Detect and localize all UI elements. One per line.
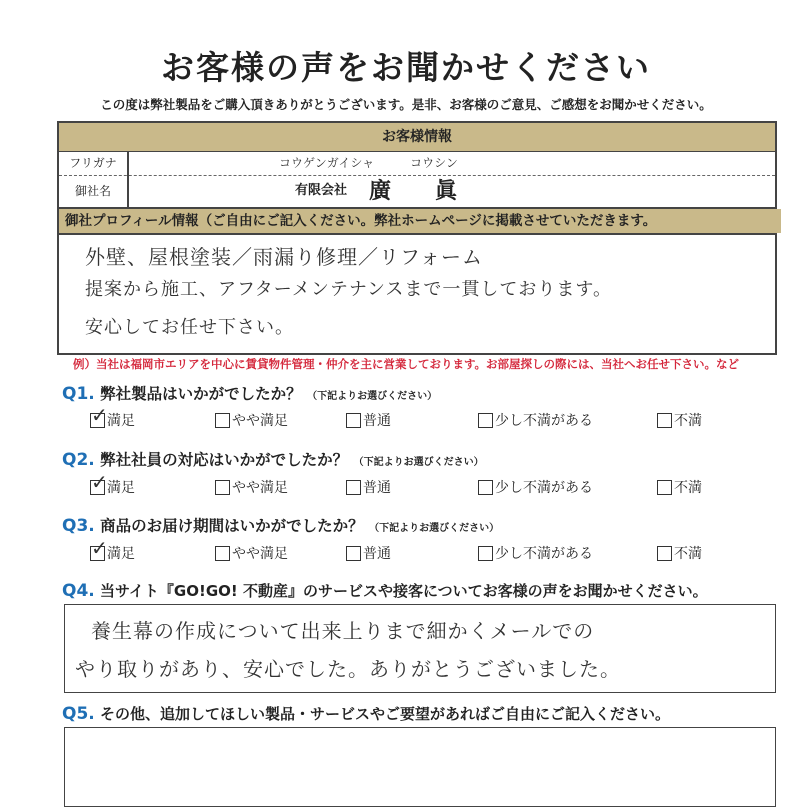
checkbox[interactable] bbox=[346, 546, 361, 561]
option-somewhat-satisfied[interactable]: やや満足 bbox=[215, 477, 288, 497]
answer-line: 養生幕の作成について出来上りまで細かくメールでの bbox=[91, 619, 595, 643]
checkbox[interactable] bbox=[478, 480, 493, 495]
option-somewhat-dissatisfied[interactable]: 少し不満がある bbox=[478, 543, 593, 563]
checkbox[interactable] bbox=[657, 413, 672, 428]
question-number: Q2. bbox=[62, 450, 95, 470]
option-neutral[interactable]: 普通 bbox=[346, 477, 391, 497]
question-note: （下記よりお選びください） bbox=[369, 523, 500, 534]
option-somewhat-satisfied[interactable]: やや満足 bbox=[215, 410, 288, 430]
checkbox[interactable] bbox=[478, 413, 493, 428]
company-label: 御社名 bbox=[74, 184, 111, 198]
company-prefix: 有限会社 bbox=[295, 183, 348, 198]
option-satisfied[interactable]: ✓ 満足 bbox=[91, 402, 135, 429]
example-text: 例）当社は福岡市エリアを中心に賃貸物件管理・仲介を主に営業しております。お部屋探しの際には、当社へお任せ下さい。など bbox=[72, 357, 740, 371]
question-number: Q3. bbox=[62, 516, 95, 536]
question-number: Q5. bbox=[62, 704, 95, 724]
question-note: （下記よりお選びください） bbox=[353, 457, 484, 468]
checkbox[interactable] bbox=[478, 546, 493, 561]
label-column-divider bbox=[127, 151, 129, 207]
answer-line: やり取りがあり、安心でした。ありがとうございました。 bbox=[75, 657, 621, 681]
question-5 bbox=[62, 703, 670, 724]
checkbox[interactable] bbox=[90, 535, 108, 561]
option-somewhat-dissatisfied[interactable]: 少し不満がある bbox=[478, 477, 593, 497]
question-text: 弊社製品はいかがでしたか？ bbox=[100, 385, 302, 403]
customer-info-header: お客様情報 bbox=[59, 123, 775, 152]
option-neutral[interactable]: 普通 bbox=[346, 543, 391, 563]
option-neutral[interactable]: 普通 bbox=[346, 410, 391, 430]
q5-answer-box[interactable] bbox=[64, 727, 776, 807]
furigana-label: フリガナ bbox=[69, 156, 117, 170]
form-subtitle: この度は弊社製品をご購入頂きありがとうございます。是非、お客様のご意見、ご感想をお聞かせください。 bbox=[100, 97, 712, 112]
question-2 bbox=[62, 448, 484, 470]
question-number: Q1. bbox=[62, 384, 95, 404]
question-4 bbox=[62, 580, 708, 601]
profile-line[interactable]: 外壁、屋根塗装／雨漏り修理／リフォーム bbox=[85, 245, 483, 269]
question-number: Q4. bbox=[62, 581, 95, 601]
check-mark-icon: ✓ bbox=[91, 402, 108, 427]
checkbox[interactable] bbox=[657, 480, 672, 495]
check-mark-icon: ✓ bbox=[91, 469, 108, 494]
row-divider bbox=[59, 233, 775, 235]
checkbox[interactable] bbox=[215, 546, 230, 561]
option-dissatisfied[interactable]: 不満 bbox=[657, 543, 702, 563]
checkbox[interactable] bbox=[90, 469, 108, 495]
profile-line[interactable]: 提案から施工、アフターメンテナンスまで一貫しております。 bbox=[85, 279, 612, 300]
option-somewhat-dissatisfied[interactable]: 少し不満がある bbox=[478, 410, 593, 430]
checkbox[interactable] bbox=[90, 402, 108, 428]
q4-answer-box[interactable] bbox=[64, 604, 776, 693]
checkbox[interactable] bbox=[346, 480, 361, 495]
check-mark-icon: ✓ bbox=[91, 535, 108, 560]
profile-line[interactable]: 安心してお任せ下さい。 bbox=[85, 317, 294, 338]
option-satisfied[interactable]: ✓ 満足 bbox=[91, 535, 135, 562]
question-text: 当サイト『GO!GO! 不動産』のサービスや接客についてお客様の声をお聞かせください。 bbox=[99, 582, 708, 600]
company-name[interactable]: 廣 眞 bbox=[369, 178, 458, 204]
question-note: （下記よりお選びください） bbox=[307, 391, 438, 402]
question-3 bbox=[62, 514, 499, 536]
checkbox[interactable] bbox=[215, 480, 230, 495]
checkbox[interactable] bbox=[215, 413, 230, 428]
furigana-value[interactable]: コウゲンガイシャ コウシン bbox=[279, 156, 458, 170]
question-text: 弊社社員の対応はいかがでしたか？ bbox=[100, 451, 349, 469]
checkbox[interactable] bbox=[657, 546, 672, 561]
question-1 bbox=[62, 382, 437, 404]
question-text: 商品のお届け期間はいかがでしたか？ bbox=[100, 517, 364, 535]
question-text: その他、追加してほしい製品・サービスやご要望があればご自由にご記入ください。 bbox=[99, 705, 670, 723]
option-satisfied[interactable]: ✓ 満足 bbox=[91, 469, 135, 496]
profile-header: 御社プロフィール情報（ご自由にご記入ください。弊社ホームページに掲載させていただきます。 bbox=[59, 209, 781, 233]
customer-info-box bbox=[57, 121, 777, 355]
option-somewhat-satisfied[interactable]: やや満足 bbox=[215, 543, 288, 563]
option-dissatisfied[interactable]: 不満 bbox=[657, 410, 702, 430]
checkbox[interactable] bbox=[346, 413, 361, 428]
option-dissatisfied[interactable]: 不満 bbox=[657, 477, 702, 497]
form-title: お客様の声をお聞かせください bbox=[161, 48, 651, 87]
